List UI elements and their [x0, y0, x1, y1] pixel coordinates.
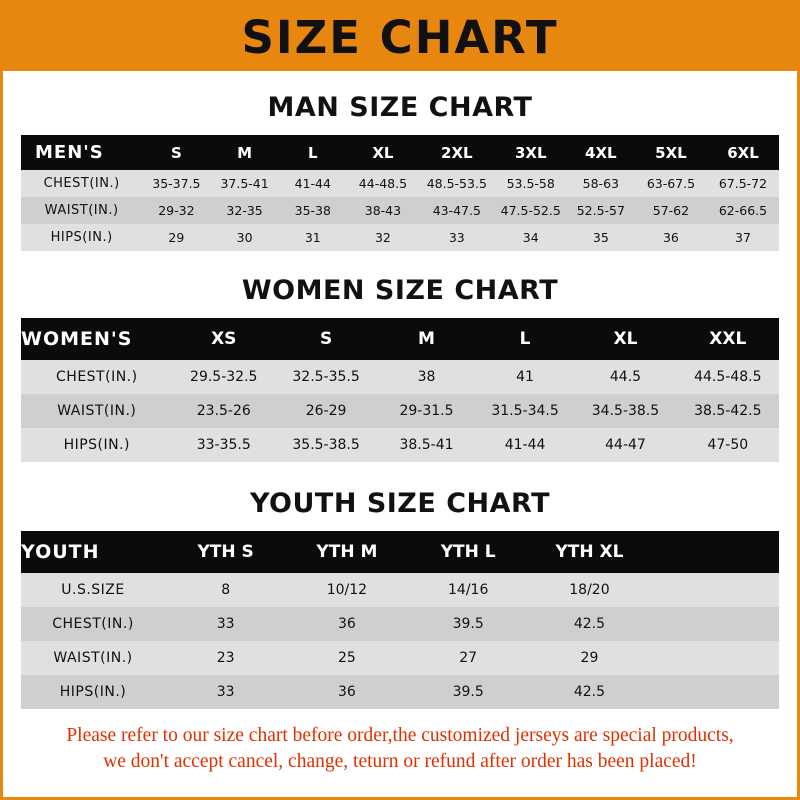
youth-cell: 14/16: [408, 573, 529, 607]
women-header-cell: XXL: [709, 329, 747, 349]
women-header-cell: XS: [211, 329, 237, 349]
youth-table-body: [21, 531, 779, 709]
men-header-cell: 4XL: [585, 143, 617, 162]
women-cell: 47-50: [677, 428, 779, 462]
men-row-label: HIPS(IN.): [21, 224, 142, 251]
men-header-cell: M: [237, 143, 253, 162]
men-cell: 41-44: [279, 170, 347, 197]
men-cell: 62-66.5: [707, 197, 779, 224]
women-cell: 33-35.5: [173, 428, 275, 462]
youth-header-cell: [650, 531, 779, 573]
youth-row-label: U.S.SIZE: [21, 573, 165, 607]
women-cell: 44.5: [574, 360, 676, 394]
table-row: [21, 224, 779, 251]
men-cell: 57-62: [635, 197, 707, 224]
men-cell: 31: [279, 224, 347, 251]
men-cell: 35: [567, 224, 635, 251]
men-header-label: MEN'S: [35, 142, 104, 163]
women-cell: 34.5-38.5: [574, 394, 676, 428]
youth-cell: 18/20: [529, 573, 650, 607]
page-title: SIZE CHART: [241, 10, 559, 64]
youth-header-label: YOUTH: [21, 541, 100, 563]
men-cell: 44-48.5: [347, 170, 419, 197]
men-header-cell: S: [170, 143, 182, 162]
men-cell: 58-63: [567, 170, 635, 197]
table-row: [21, 675, 779, 709]
women-row-label: CHEST(IN.): [21, 360, 173, 394]
women-header-row: [21, 318, 779, 360]
youth-cell: [650, 641, 779, 675]
youth-row-label: HIPS(IN.): [21, 675, 165, 709]
women-header-cell: L: [519, 329, 531, 349]
youth-cell: 33: [165, 675, 286, 709]
men-header-cell: 5XL: [655, 143, 687, 162]
table-row: [21, 360, 779, 394]
men-row-label: CHEST(IN.): [21, 170, 142, 197]
men-cell: 29-32: [142, 197, 210, 224]
men-cell: 33: [419, 224, 495, 251]
youth-header-cell: YTH XL: [555, 542, 624, 562]
men-cell: 43-47.5: [419, 197, 495, 224]
women-cell: 31.5-34.5: [476, 394, 575, 428]
women-table-body: [21, 318, 779, 462]
men-cell: 35-37.5: [142, 170, 210, 197]
youth-section-title: YOUTH SIZE CHART: [249, 488, 551, 519]
men-header-cell: XL: [372, 143, 394, 162]
youth-cell: 29: [529, 641, 650, 675]
table-row: [21, 607, 779, 641]
men-cell: 48.5-53.5: [419, 170, 495, 197]
youth-cell: 39.5: [408, 607, 529, 641]
men-cell: 63-67.5: [635, 170, 707, 197]
footer-note-line-1: Please refer to our size chart before order,the customized jerseys are special products,: [66, 725, 734, 746]
table-row: [21, 573, 779, 607]
youth-row-label: WAIST(IN.): [21, 641, 165, 675]
table-row: [21, 197, 779, 224]
women-row-label: HIPS(IN.): [21, 428, 173, 462]
youth-row-label: CHEST(IN.): [21, 607, 165, 641]
women-cell: 44.5-48.5: [677, 360, 779, 394]
table-row: [21, 641, 779, 675]
youth-cell: [650, 675, 779, 709]
women-cell: 29.5-32.5: [173, 360, 275, 394]
footer-note: [21, 709, 779, 776]
youth-cell: 25: [286, 641, 407, 675]
youth-cell: 33: [165, 607, 286, 641]
women-cell: 41-44: [476, 428, 575, 462]
men-header-cell: 2XL: [441, 143, 473, 162]
men-header-cell: 6XL: [727, 143, 759, 162]
men-cell: 36: [635, 224, 707, 251]
youth-size-table: [21, 531, 779, 709]
men-cell: 67.5-72: [707, 170, 779, 197]
table-row: [21, 170, 779, 197]
youth-header-cell: YTH L: [440, 542, 496, 562]
youth-cell: [650, 607, 779, 641]
men-cell: 37.5-41: [210, 170, 278, 197]
women-cell: 35.5-38.5: [275, 428, 377, 462]
women-cell: 32.5-35.5: [275, 360, 377, 394]
banner: [3, 3, 797, 71]
table-row: [21, 428, 779, 462]
men-cell: 35-38: [279, 197, 347, 224]
table-row: [21, 394, 779, 428]
men-cell: 30: [210, 224, 278, 251]
women-cell: 38.5-41: [377, 428, 476, 462]
men-cell: 53.5-58: [495, 170, 567, 197]
men-row-label: WAIST(IN.): [21, 197, 142, 224]
content: [3, 71, 797, 797]
women-header-label: WOMEN'S: [21, 328, 133, 350]
men-header-cell: L: [308, 143, 318, 162]
women-size-table: [21, 318, 779, 462]
women-header-cell: M: [418, 329, 435, 349]
youth-cell: 36: [286, 607, 407, 641]
youth-cell: 42.5: [529, 675, 650, 709]
youth-cell: [650, 573, 779, 607]
women-cell: 23.5-26: [173, 394, 275, 428]
women-cell: 38.5-42.5: [677, 394, 779, 428]
youth-cell: 23: [165, 641, 286, 675]
youth-cell: 42.5: [529, 607, 650, 641]
men-cell: 32: [347, 224, 419, 251]
men-cell: 32-35: [210, 197, 278, 224]
youth-header-row: [21, 531, 779, 573]
women-header-cell: S: [319, 329, 333, 349]
youth-header-cell: YTH S: [197, 542, 254, 562]
footer-note-line-2: we don't accept cancel, change, teturn or refund after order has been placed!: [103, 751, 697, 773]
women-cell: 29-31.5: [377, 394, 476, 428]
men-size-table: [21, 135, 779, 251]
youth-cell: 10/12: [286, 573, 407, 607]
women-cell: 44-47: [574, 428, 676, 462]
women-cell: 41: [476, 360, 575, 394]
women-header-cell: XL: [613, 329, 638, 349]
men-section-title: MAN SIZE CHART: [267, 92, 533, 123]
youth-cell: 39.5: [408, 675, 529, 709]
women-cell: 38: [377, 360, 476, 394]
men-cell: 52.5-57: [567, 197, 635, 224]
men-cell: 38-43: [347, 197, 419, 224]
women-cell: 26-29: [275, 394, 377, 428]
men-cell: 34: [495, 224, 567, 251]
men-header-row: [21, 135, 779, 170]
youth-cell: 36: [286, 675, 407, 709]
youth-header-cell: YTH M: [316, 542, 378, 562]
men-cell: 47.5-52.5: [495, 197, 567, 224]
youth-cell: 27: [408, 641, 529, 675]
men-cell: 37: [707, 224, 779, 251]
women-row-label: WAIST(IN.): [21, 394, 173, 428]
men-table-body: [21, 135, 779, 251]
women-section-title: WOMEN SIZE CHART: [241, 275, 559, 306]
men-cell: 29: [142, 224, 210, 251]
youth-cell: 8: [165, 573, 286, 607]
men-header-cell: 3XL: [514, 143, 547, 162]
